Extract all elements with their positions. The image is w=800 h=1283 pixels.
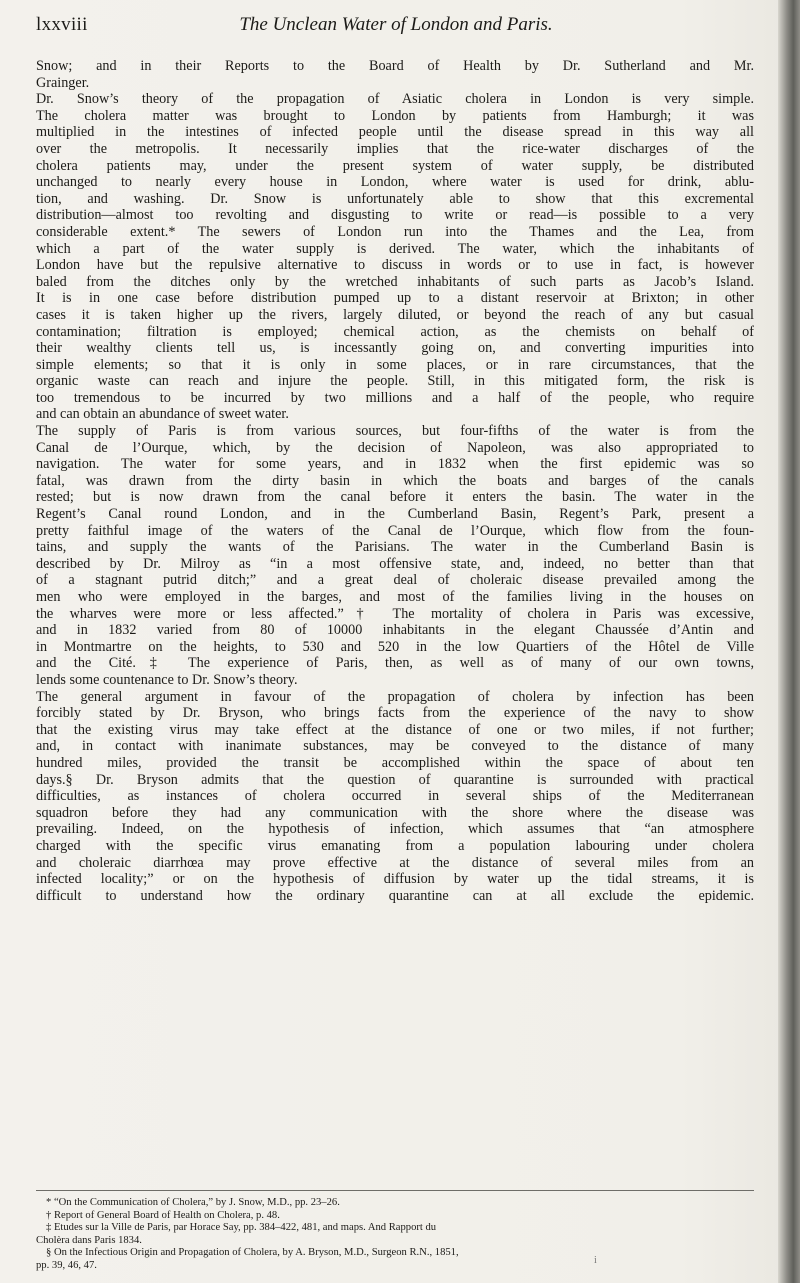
text-line: which a part of the water supply is derived. The water, which the inhabitants of [36,240,754,257]
text-line: infected locality;” or on the hypothesis of diffusion by water up the tidal streams, it is [36,871,754,888]
text-line: considerable extent.* The sewers of London run into the Thames and the Lea, from [36,223,754,240]
text-line: unchanged to nearly every house in London, where water is used for drink, ablu- [36,174,754,191]
text-line: baled from the ditches only by the wretched inhabitants of such parts as Jacob’s Island. [36,273,754,290]
footnote-line: Cholèra dans Paris 1834. [36,1234,142,1246]
text-line: The supply of Paris is from various sources, but four-fifths of the water is from the [36,423,754,440]
text-line: Dr. Snow’s theory of the propagation of Asiatic cholera in London is very simple. [36,91,754,108]
text-line: too tremendous to be incurred by two millions and a half of the people, who require [36,389,754,406]
text-line: distribution—almost too revolting and disgusting to write or read—is possible to a very [36,207,754,224]
text-line: Snow; and in their Reports to the Board of Health by Dr. Sutherland and Mr. [36,58,754,74]
body-text [36,58,754,904]
text-line: London have but the repulsive alternative to discuss in words or to use in fact, is however [36,257,754,274]
text-line: tion, and washing. Dr. Snow is unfortunately able to show that this excremental [36,190,754,207]
footnote-line: * “On the Communication of Cholera,” by J. Snow, M.D., pp. 23–26. [46,1197,340,1208]
footnote-line: pp. 39, 46, 47. [36,1259,97,1271]
text-line: rested; but is now drawn from the canal before it enters the basin. The water in the [36,489,754,506]
text-line: days.§ Dr. Bryson admits that the question of quarantine is surrounded with practical [36,771,754,788]
text-line: and in 1832 varied from 80 of 10000 inhabitants in the elegant Chaussée d’Antin and [36,622,754,639]
text-line: difficulties, as instances of cholera occurred in several ships of the Mediterranean [36,788,754,805]
footnote-line: § On the Infectious Origin and Propagation of Cholera, by A. Bryson, M.D., Surgeon R.N., 1851, [46,1247,459,1259]
text-line: that the existing virus may take effect at the distance of one or two miles, if not further; [36,721,754,738]
text-line: difficult to understand how the ordinary quarantine can at all exclude the epidemic. [36,887,754,904]
page-number: lxxviii [36,14,88,35]
text-line: forcibly stated by Dr. Bryson, who brings facts from the experience of the navy to show [36,705,754,722]
page-header [36,14,756,42]
text-line: men who were employed in the barges, and most of the families living in the houses on [36,589,754,605]
text-line: fatal, was drawn from the dirty basin in which the boats and barges of the canals [36,472,754,489]
text-line: pretty faithful image of the waters of the Canal de l’Ourque, which flow from the foun- [36,522,754,539]
text-line: contamination; filtration is employed; chemical action, as the chemists on behalf of [36,323,754,340]
text-line: their wealthy clients tell us, is incessantly going on, and converting impurities into [36,340,754,357]
footer-mark: i [594,1255,597,1266]
text-line: Regent’s Canal round London, and in the Cumberland Basin, Regent’s Park, present a [36,506,754,523]
text-line: simple elements; so that it is only in some places, or in rare circumstances, that the [36,356,754,373]
text-line: prevailing. Indeed, on the hypothesis of infection, which assumes that “an atmosphere [36,821,754,838]
text-line: and can obtain an abundance of sweet water. [36,406,289,423]
footnote-line: † Report of General Board of Health on Cholera, p. 48. [46,1209,280,1221]
footnotes [36,1197,754,1273]
text-line: It is in one case before distribution pumped up to a distant reservoir at Brixton; in other [36,290,754,307]
footnote-line: ‡ Etudes sur la Ville de Paris, par Horace Say, pp. 384–422, 481, and maps. And Rapport du [46,1222,437,1234]
text-line: squadron before they had any communication with the shore where the disease was [36,804,754,821]
page-binding-edge [778,0,800,1283]
text-line: described by Dr. Milroy as “in a most offensive state, and, indeed, no better than that [36,555,754,572]
text-line: and choleraic diarrhœa may prove effective at the distance of several miles from an [36,854,754,871]
text-line: The cholera matter was brought to London by patients from Hamburgh; it was [36,107,754,124]
footnote-rule [36,1190,754,1191]
text-line: hundred miles, provided the transit be accomplished within the space of about ten [36,754,754,771]
text-line: navigation. The water for some years, and in 1832 when the first epidemic was so [36,456,754,473]
text-line: organic waste can reach and injure the people. Still, in this mitigated form, the risk is [36,373,754,390]
text-line: Grainger. [36,74,90,91]
text-line: over the metropolis. It necessarily implies that the rice-water discharges of the [36,140,754,157]
text-line: cases it is taken higher up the rivers, largely diluted, or beyond the reach of any but casual [36,306,754,323]
text-line: cholera patients may, under the present system of water supply, be distributed [36,157,754,174]
running-title: The Unclean Water of London and Paris. [239,14,553,35]
text-line: Canal de l’Ourque, which, by the decision of Napoleon, was also appropriated to [36,439,754,456]
text-line: multiplied in the intestines of infected people until the disease spread in this way all [36,124,754,141]
text-line: The general argument in favour of the propagation of cholera by infection has been [36,688,754,705]
text-line: lends some countenance to Dr. Snow’s theory. [36,671,298,688]
text-line: tains, and supply the wants of the Parisians. The water in the Cumberland Basin is [36,539,754,556]
text-line: and, in contact with inanimate substances, may be conveyed to the distance of many [36,738,754,755]
text-line: charged with the specific virus emanating from a population labouring under cholera [36,837,754,854]
text-line: the wharves were more or less affected.”† The mortality of cholera in Paris was excessive, [36,605,754,622]
text-line: and the Cité.‡ The experience of Paris, then, as well as of many of our own towns, [36,655,754,672]
text-line: in Montmartre on the heights, to 530 and 520 in the low Quartiers of the Hôtel de Ville [36,638,754,655]
text-line: of a stagnant putrid ditch;” and a great deal of choleraic disease prevailed among the [36,572,754,589]
